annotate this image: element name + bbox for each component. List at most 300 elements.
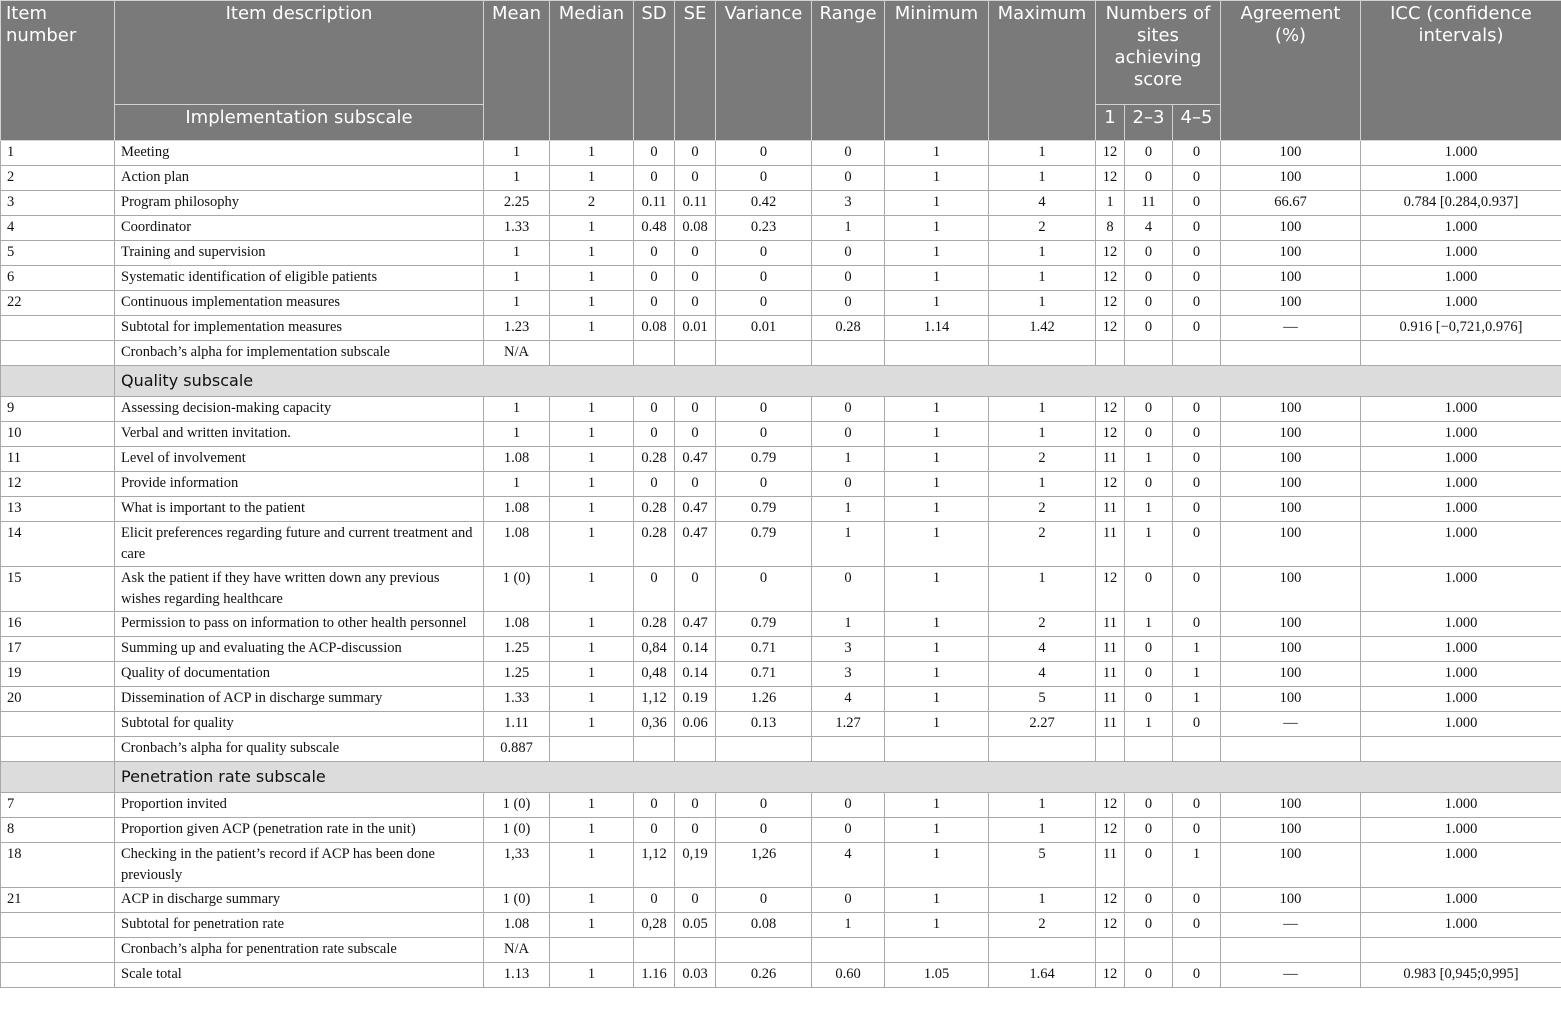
cell-sites-4-5: 0 bbox=[1173, 522, 1221, 567]
cell-maximum: 2 bbox=[989, 913, 1096, 938]
cell-item-description: Training and supervision bbox=[115, 241, 484, 266]
header-agreement: Agreement (%) bbox=[1221, 1, 1361, 141]
header-se: SE bbox=[675, 1, 716, 141]
cell-sites-2-3: 0 bbox=[1125, 793, 1173, 818]
cell-item-description: Cronbach’s alpha for implementation subscale bbox=[115, 341, 484, 366]
cell-sites-4-5: 1 bbox=[1173, 687, 1221, 712]
cell-variance: 0.26 bbox=[716, 963, 812, 988]
cell-agreement: 100 bbox=[1221, 216, 1361, 241]
cell-mean: N/A bbox=[484, 938, 550, 963]
cell-sites-4-5: 0 bbox=[1173, 291, 1221, 316]
cell-maximum: 1.42 bbox=[989, 316, 1096, 341]
cell-item-description: Subtotal for implementation measures bbox=[115, 316, 484, 341]
cell-variance: 0 bbox=[716, 888, 812, 913]
cell-se: 0 bbox=[675, 241, 716, 266]
cell-agreement: 100 bbox=[1221, 397, 1361, 422]
cell-item-description: Continuous implementation measures bbox=[115, 291, 484, 316]
cell-icc bbox=[1361, 737, 1561, 762]
cell-range: 1 bbox=[812, 216, 885, 241]
cell-variance bbox=[716, 938, 812, 963]
cell-sites-1: 11 bbox=[1096, 447, 1125, 472]
cell-minimum: 1.14 bbox=[885, 316, 989, 341]
cell-sites-2-3: 0 bbox=[1125, 567, 1173, 612]
cell-variance: 0.23 bbox=[716, 216, 812, 241]
cell-se: 0,19 bbox=[675, 843, 716, 888]
cell-minimum: 1 bbox=[885, 687, 989, 712]
cell-mean: 1.08 bbox=[484, 612, 550, 637]
table-row bbox=[1, 316, 1561, 341]
cell-item-description: Scale total bbox=[115, 963, 484, 988]
cell-median: 1 bbox=[550, 963, 634, 988]
cell-variance: 1.26 bbox=[716, 687, 812, 712]
cell-mean: 1.13 bbox=[484, 963, 550, 988]
cell-minimum: 1 bbox=[885, 497, 989, 522]
cell-median: 1 bbox=[550, 216, 634, 241]
cell-item-description: Quality of documentation bbox=[115, 662, 484, 687]
cell-icc: 1.000 bbox=[1361, 422, 1561, 447]
cell-mean: 1 bbox=[484, 397, 550, 422]
cell-median: 1 bbox=[550, 316, 634, 341]
cell-item-description: Coordinator bbox=[115, 216, 484, 241]
cell-range: 4 bbox=[812, 843, 885, 888]
cell-range: 0.28 bbox=[812, 316, 885, 341]
cell-maximum: 2 bbox=[989, 447, 1096, 472]
cell-icc: 1.000 bbox=[1361, 818, 1561, 843]
cell-item-number bbox=[1, 938, 115, 963]
cell-variance: 0.42 bbox=[716, 191, 812, 216]
cell-minimum: 1 bbox=[885, 637, 989, 662]
cell-sites-2-3: 0 bbox=[1125, 266, 1173, 291]
cell-median: 1 bbox=[550, 843, 634, 888]
cell-mean: 1.11 bbox=[484, 712, 550, 737]
header-mean: Mean bbox=[484, 1, 550, 141]
cell-item-number: 12 bbox=[1, 472, 115, 497]
cell-item-description: What is important to the patient bbox=[115, 497, 484, 522]
table-row bbox=[1, 888, 1561, 913]
cell-sd: 1,12 bbox=[634, 687, 675, 712]
cell-mean: N/A bbox=[484, 341, 550, 366]
header-maximum: Maximum bbox=[989, 1, 1096, 141]
cell-sd: 0 bbox=[634, 166, 675, 191]
cell-maximum: 1.64 bbox=[989, 963, 1096, 988]
cell-maximum: 1 bbox=[989, 266, 1096, 291]
cell-minimum: 1 bbox=[885, 472, 989, 497]
cell-median: 1 bbox=[550, 266, 634, 291]
cell-minimum: 1 bbox=[885, 166, 989, 191]
cell-item-number: 16 bbox=[1, 612, 115, 637]
cell-agreement: 100 bbox=[1221, 637, 1361, 662]
cell-range: 0 bbox=[812, 266, 885, 291]
cell-sd: 0 bbox=[634, 818, 675, 843]
cell-median: 1 bbox=[550, 522, 634, 567]
cell-minimum: 1 bbox=[885, 422, 989, 447]
table-row bbox=[1, 141, 1561, 166]
cell-mean: 1.08 bbox=[484, 497, 550, 522]
cell-variance: 0 bbox=[716, 793, 812, 818]
cell-maximum: 1 bbox=[989, 793, 1096, 818]
cell-range: 0 bbox=[812, 241, 885, 266]
cell-item-description: Level of involvement bbox=[115, 447, 484, 472]
cell-se: 0.47 bbox=[675, 497, 716, 522]
cell-item-number: 6 bbox=[1, 266, 115, 291]
cell-icc: 1.000 bbox=[1361, 216, 1561, 241]
cell-maximum: 1 bbox=[989, 567, 1096, 612]
cell-range: 0.60 bbox=[812, 963, 885, 988]
cell-median: 1 bbox=[550, 166, 634, 191]
cell-sites-2-3: 11 bbox=[1125, 191, 1173, 216]
cell-variance: 0.01 bbox=[716, 316, 812, 341]
cell-variance: 0.79 bbox=[716, 612, 812, 637]
cell-range bbox=[812, 341, 885, 366]
cell-variance: 0 bbox=[716, 422, 812, 447]
table-row bbox=[1, 522, 1561, 567]
cell-item-number: 14 bbox=[1, 522, 115, 567]
header-minimum: Minimum bbox=[885, 1, 989, 141]
cell-range: 3 bbox=[812, 191, 885, 216]
cell-se: 0 bbox=[675, 166, 716, 191]
cell-maximum: 5 bbox=[989, 843, 1096, 888]
cell-item-number bbox=[1, 963, 115, 988]
cell-agreement: — bbox=[1221, 712, 1361, 737]
cell-sites-2-3: 0 bbox=[1125, 637, 1173, 662]
cell-item-number: 18 bbox=[1, 843, 115, 888]
cell-minimum bbox=[885, 737, 989, 762]
cell-icc: 1.000 bbox=[1361, 888, 1561, 913]
cell-median: 1 bbox=[550, 497, 634, 522]
cell-icc: 1.000 bbox=[1361, 712, 1561, 737]
cell-icc: 1.000 bbox=[1361, 397, 1561, 422]
cell-range: 1 bbox=[812, 497, 885, 522]
cell-icc: 1.000 bbox=[1361, 913, 1561, 938]
cell-median: 1 bbox=[550, 241, 634, 266]
cell-item-description: Subtotal for quality bbox=[115, 712, 484, 737]
cell-item-description: Systematic identification of eligible patients bbox=[115, 266, 484, 291]
cell-median: 1 bbox=[550, 447, 634, 472]
cell-sites-4-5: 1 bbox=[1173, 637, 1221, 662]
cell-sites-2-3 bbox=[1125, 938, 1173, 963]
cell-se: 0.19 bbox=[675, 687, 716, 712]
cell-maximum: 1 bbox=[989, 472, 1096, 497]
cell-item-description: Proportion given ACP (penetration rate in the unit) bbox=[115, 818, 484, 843]
cell-sites-2-3: 0 bbox=[1125, 687, 1173, 712]
cell-maximum: 5 bbox=[989, 687, 1096, 712]
cell-sites-4-5 bbox=[1173, 938, 1221, 963]
table-row bbox=[1, 291, 1561, 316]
cell-item-description: Meeting bbox=[115, 141, 484, 166]
cell-mean: 2.25 bbox=[484, 191, 550, 216]
cell-median: 1 bbox=[550, 637, 634, 662]
cell-se: 0.01 bbox=[675, 316, 716, 341]
cell-minimum: 1 bbox=[885, 447, 989, 472]
cell-range bbox=[812, 938, 885, 963]
table-row bbox=[1, 818, 1561, 843]
cell-median bbox=[550, 938, 634, 963]
cell-agreement: 100 bbox=[1221, 612, 1361, 637]
cell-agreement bbox=[1221, 938, 1361, 963]
cell-minimum: 1.05 bbox=[885, 963, 989, 988]
cell-median bbox=[550, 341, 634, 366]
cell-item-description: Permission to pass on information to other health personnel bbox=[115, 612, 484, 637]
cell-sites-4-5: 1 bbox=[1173, 843, 1221, 888]
cell-sites-2-3: 0 bbox=[1125, 472, 1173, 497]
table-row bbox=[1, 216, 1561, 241]
cell-mean: 1 bbox=[484, 266, 550, 291]
cell-sites-2-3: 0 bbox=[1125, 662, 1173, 687]
cell-median: 1 bbox=[550, 472, 634, 497]
cell-variance: 0.71 bbox=[716, 662, 812, 687]
cell-range: 0 bbox=[812, 422, 885, 447]
header-median: Median bbox=[550, 1, 634, 141]
table-row bbox=[1, 191, 1561, 216]
table-row bbox=[1, 737, 1561, 762]
cell-sites-2-3: 0 bbox=[1125, 316, 1173, 341]
cell-icc: 0.983 [0,945;0,995] bbox=[1361, 963, 1561, 988]
cell-se: 0 bbox=[675, 266, 716, 291]
cell-range: 1.27 bbox=[812, 712, 885, 737]
cell-icc: 1.000 bbox=[1361, 291, 1561, 316]
cell-item-number: 22 bbox=[1, 291, 115, 316]
cell-se: 0 bbox=[675, 793, 716, 818]
cell-minimum bbox=[885, 938, 989, 963]
cell-sites-4-5: 0 bbox=[1173, 913, 1221, 938]
cell-icc: 1.000 bbox=[1361, 522, 1561, 567]
cell-sites-4-5: 0 bbox=[1173, 422, 1221, 447]
cell-mean: 1 (0) bbox=[484, 888, 550, 913]
cell-item-description: Assessing decision-making capacity bbox=[115, 397, 484, 422]
cell-agreement bbox=[1221, 341, 1361, 366]
cell-sites-4-5: 0 bbox=[1173, 612, 1221, 637]
cell-sd: 1.16 bbox=[634, 963, 675, 988]
cell-range: 1 bbox=[812, 612, 885, 637]
header-range: Range bbox=[812, 1, 885, 141]
cell-sd: 0.28 bbox=[634, 522, 675, 567]
header-site-4-5: 4–5 bbox=[1173, 105, 1221, 141]
cell-sites-2-3: 0 bbox=[1125, 397, 1173, 422]
cell-sites-1: 12 bbox=[1096, 241, 1125, 266]
cell-item-description: Checking in the patient’s record if ACP has been done previously bbox=[115, 843, 484, 888]
header-sites: Numbers of sites achieving score bbox=[1096, 1, 1221, 105]
header-variance: Variance bbox=[716, 1, 812, 141]
cell-minimum: 1 bbox=[885, 662, 989, 687]
cell-item-number: 7 bbox=[1, 793, 115, 818]
cell-minimum: 1 bbox=[885, 397, 989, 422]
cell-agreement: 100 bbox=[1221, 888, 1361, 913]
header-sd: SD bbox=[634, 1, 675, 141]
header-icc: ICC (confidence intervals) bbox=[1361, 1, 1561, 141]
cell-se: 0.47 bbox=[675, 522, 716, 567]
cell-agreement: 100 bbox=[1221, 141, 1361, 166]
table-row bbox=[1, 687, 1561, 712]
cell-agreement bbox=[1221, 737, 1361, 762]
cell-icc: 1.000 bbox=[1361, 662, 1561, 687]
cell-variance: 1,26 bbox=[716, 843, 812, 888]
cell-range: 0 bbox=[812, 141, 885, 166]
cell-sd: 0.48 bbox=[634, 216, 675, 241]
cell-sites-1: 12 bbox=[1096, 793, 1125, 818]
cell-sd: 0.08 bbox=[634, 316, 675, 341]
cell-icc bbox=[1361, 341, 1561, 366]
cell-maximum bbox=[989, 737, 1096, 762]
cell-minimum: 1 bbox=[885, 913, 989, 938]
cell-median: 1 bbox=[550, 687, 634, 712]
cell-agreement: 66.67 bbox=[1221, 191, 1361, 216]
cell-minimum: 1 bbox=[885, 888, 989, 913]
cell-item-number: 11 bbox=[1, 447, 115, 472]
cell-sites-4-5 bbox=[1173, 737, 1221, 762]
cell-sites-1: 12 bbox=[1096, 963, 1125, 988]
cell-sites-4-5: 0 bbox=[1173, 793, 1221, 818]
cell-minimum: 1 bbox=[885, 818, 989, 843]
cell-item-number: 4 bbox=[1, 216, 115, 241]
cell-minimum: 1 bbox=[885, 612, 989, 637]
cell-maximum: 1 bbox=[989, 241, 1096, 266]
cell-sd: 0 bbox=[634, 291, 675, 316]
section-spacer bbox=[1, 762, 115, 793]
cell-item-description: Summing up and evaluating the ACP-discussion bbox=[115, 637, 484, 662]
cell-sites-4-5 bbox=[1173, 341, 1221, 366]
cell-sites-1: 12 bbox=[1096, 397, 1125, 422]
cell-range: 3 bbox=[812, 637, 885, 662]
cell-icc: 1.000 bbox=[1361, 166, 1561, 191]
cell-sd: 0 bbox=[634, 397, 675, 422]
cell-variance: 0 bbox=[716, 397, 812, 422]
header-item-number: Item number bbox=[1, 1, 115, 141]
cell-variance: 0 bbox=[716, 472, 812, 497]
cell-sites-2-3: 0 bbox=[1125, 422, 1173, 447]
cell-sites-2-3: 0 bbox=[1125, 166, 1173, 191]
cell-median: 2 bbox=[550, 191, 634, 216]
table-row bbox=[1, 341, 1561, 366]
cell-median: 1 bbox=[550, 662, 634, 687]
cell-se: 0 bbox=[675, 397, 716, 422]
cell-maximum: 4 bbox=[989, 637, 1096, 662]
cell-variance: 0 bbox=[716, 141, 812, 166]
cell-maximum: 1 bbox=[989, 422, 1096, 447]
table-row bbox=[1, 241, 1561, 266]
cell-median: 1 bbox=[550, 818, 634, 843]
cell-mean: 1.08 bbox=[484, 913, 550, 938]
cell-item-number: 21 bbox=[1, 888, 115, 913]
cell-median: 1 bbox=[550, 612, 634, 637]
cell-sites-2-3: 1 bbox=[1125, 497, 1173, 522]
cell-sd: 0,48 bbox=[634, 662, 675, 687]
cell-sd: 0 bbox=[634, 266, 675, 291]
cell-minimum: 1 bbox=[885, 191, 989, 216]
cell-agreement: 100 bbox=[1221, 522, 1361, 567]
cell-agreement: 100 bbox=[1221, 422, 1361, 447]
cell-agreement: — bbox=[1221, 913, 1361, 938]
cell-sites-4-5: 0 bbox=[1173, 963, 1221, 988]
cell-variance bbox=[716, 737, 812, 762]
cell-se: 0 bbox=[675, 291, 716, 316]
cell-item-number bbox=[1, 712, 115, 737]
cell-item-description: Subtotal for penetration rate bbox=[115, 913, 484, 938]
cell-sd: 0.28 bbox=[634, 497, 675, 522]
cell-median bbox=[550, 737, 634, 762]
cell-agreement: 100 bbox=[1221, 497, 1361, 522]
table-body bbox=[1, 141, 1561, 988]
cell-mean: 1 (0) bbox=[484, 818, 550, 843]
cell-item-number: 5 bbox=[1, 241, 115, 266]
cell-sites-2-3: 1 bbox=[1125, 447, 1173, 472]
cell-minimum: 1 bbox=[885, 141, 989, 166]
cell-mean: 1 (0) bbox=[484, 793, 550, 818]
cell-minimum bbox=[885, 341, 989, 366]
cell-maximum: 1 bbox=[989, 397, 1096, 422]
cell-icc: 0.916 [−0,721,0.976] bbox=[1361, 316, 1561, 341]
cell-mean: 1 bbox=[484, 472, 550, 497]
cell-icc bbox=[1361, 938, 1561, 963]
cell-sites-4-5: 0 bbox=[1173, 818, 1221, 843]
cell-range: 0 bbox=[812, 818, 885, 843]
cell-sites-2-3: 0 bbox=[1125, 241, 1173, 266]
cell-item-number: 15 bbox=[1, 567, 115, 612]
cell-sites-1: 12 bbox=[1096, 316, 1125, 341]
cell-se: 0.14 bbox=[675, 637, 716, 662]
cell-sites-2-3: 1 bbox=[1125, 612, 1173, 637]
cell-sites-1 bbox=[1096, 938, 1125, 963]
cell-item-number bbox=[1, 737, 115, 762]
cell-sites-2-3 bbox=[1125, 737, 1173, 762]
cell-sd: 0,28 bbox=[634, 913, 675, 938]
cell-mean: 1 bbox=[484, 141, 550, 166]
cell-variance: 0.08 bbox=[716, 913, 812, 938]
table-row bbox=[1, 567, 1561, 612]
table-row bbox=[1, 422, 1561, 447]
cell-item-description: Ask the patient if they have written down any previous wishes regarding healthcare bbox=[115, 567, 484, 612]
cell-sites-1: 11 bbox=[1096, 497, 1125, 522]
cell-minimum: 1 bbox=[885, 793, 989, 818]
cell-item-number: 8 bbox=[1, 818, 115, 843]
cell-mean: 0.887 bbox=[484, 737, 550, 762]
cell-minimum: 1 bbox=[885, 712, 989, 737]
cell-icc: 1.000 bbox=[1361, 637, 1561, 662]
cell-item-description: ACP in discharge summary bbox=[115, 888, 484, 913]
cell-maximum: 4 bbox=[989, 191, 1096, 216]
table-row bbox=[1, 913, 1561, 938]
cell-maximum: 4 bbox=[989, 662, 1096, 687]
cell-range: 1 bbox=[812, 913, 885, 938]
table-row bbox=[1, 637, 1561, 662]
table-header bbox=[1, 1, 1561, 141]
cell-item-number: 20 bbox=[1, 687, 115, 712]
cell-item-description: Dissemination of ACP in discharge summary bbox=[115, 687, 484, 712]
cell-sd: 0 bbox=[634, 141, 675, 166]
cell-icc: 1.000 bbox=[1361, 266, 1561, 291]
section-quality-subscale bbox=[1, 366, 1561, 397]
cell-item-description: Cronbach’s alpha for quality subscale bbox=[115, 737, 484, 762]
section-title: Quality subscale bbox=[115, 366, 1561, 397]
cell-sites-2-3 bbox=[1125, 341, 1173, 366]
cell-se: 0 bbox=[675, 422, 716, 447]
cell-item-description: Program philosophy bbox=[115, 191, 484, 216]
cell-sites-1: 12 bbox=[1096, 567, 1125, 612]
table-row bbox=[1, 793, 1561, 818]
cell-median: 1 bbox=[550, 422, 634, 447]
cell-median: 1 bbox=[550, 712, 634, 737]
cell-sites-1: 12 bbox=[1096, 888, 1125, 913]
cell-item-description: Provide information bbox=[115, 472, 484, 497]
cell-sites-1: 12 bbox=[1096, 913, 1125, 938]
cell-sites-1: 1 bbox=[1096, 191, 1125, 216]
cell-item-description: Elicit preferences regarding future and current treatment and care bbox=[115, 522, 484, 567]
cell-mean: 1 bbox=[484, 241, 550, 266]
cell-item-number: 3 bbox=[1, 191, 115, 216]
cell-maximum: 2 bbox=[989, 612, 1096, 637]
cell-icc: 1.000 bbox=[1361, 793, 1561, 818]
cell-sites-4-5: 0 bbox=[1173, 497, 1221, 522]
cell-sd: 0,36 bbox=[634, 712, 675, 737]
